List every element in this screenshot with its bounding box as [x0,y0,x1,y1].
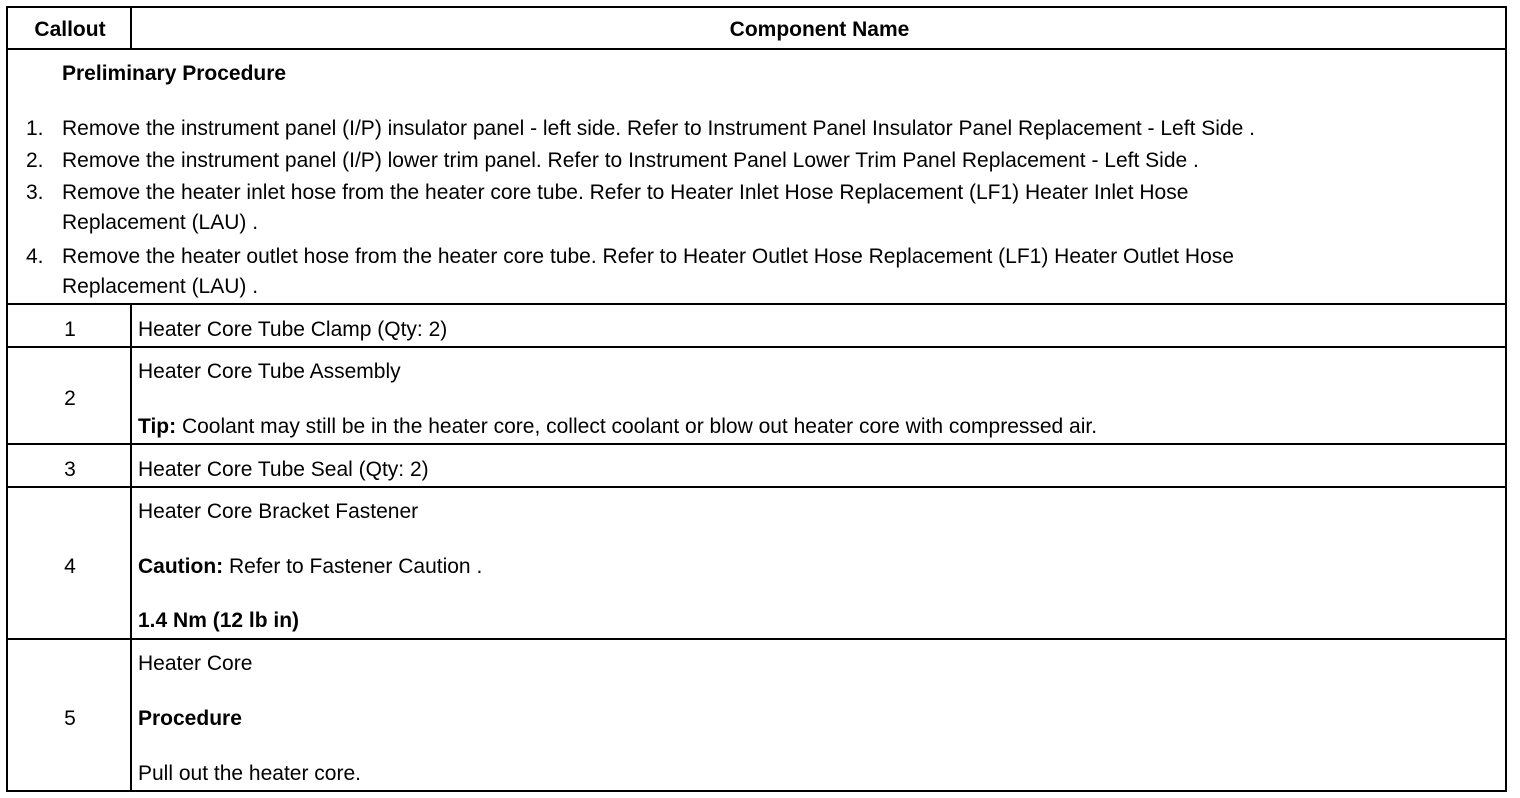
procedure-label: Procedure [138,707,242,730]
row-divider [8,443,1505,445]
step-text: Remove the instrument panel (I/P) lower trim panel. Refer to Instrument Panel Lower Trim Panel Replacement - Left Side . [62,149,1199,172]
step-text-continued: Replacement (LAU) . [62,211,259,234]
header-component-name: Component Name [729,18,910,41]
callout-number: 3 [64,458,76,481]
component-name: Heater Core Tube Clamp (Qty: 2) [138,318,448,341]
step-number: 4. [26,245,44,268]
callout-number: 4 [64,555,76,578]
component-name: Heater Core [138,652,253,675]
row-divider [8,346,1505,348]
row-divider [8,303,1505,305]
preliminary-title: Preliminary Procedure [62,62,287,85]
caution-text: Refer to Fastener Caution . [223,555,483,578]
component-name: Heater Core Tube Seal (Qty: 2) [138,458,429,481]
step-text: Remove the heater outlet hose from the heater core tube. Refer to Heater Outlet Hose Replacement (LF1) Heater Outlet Hose [62,245,1234,268]
callout-number: 1 [64,318,76,341]
header-divider [8,48,1505,50]
callout-number: 2 [64,387,76,410]
row-divider [8,638,1505,640]
row-divider [8,486,1505,488]
callout-number: 5 [64,707,76,730]
step-number: 1. [26,117,44,140]
step-text: Remove the instrument panel (I/P) insulator panel - left side. Refer to Instrument Panel Insulator Panel Replacement - Left Side . [62,117,1255,140]
step-number: 2. [26,149,44,172]
component-table [6,6,1507,792]
step-number: 3. [26,181,44,204]
procedure-text: Pull out the heater core. [138,762,361,785]
component-name: Heater Core Bracket Fastener [138,500,419,523]
tip-note [138,416,1097,437]
tip-label: Tip: [138,415,177,438]
component-name: Heater Core Tube Assembly [138,360,401,383]
step-text-continued: Replacement (LAU) . [62,275,259,298]
step-text: Remove the heater inlet hose from the heater core tube. Refer to Heater Inlet Hose Replacement (LF1) Heater Inlet Hose [62,181,1189,204]
header-callout: Callout [34,18,106,41]
tip-text: Coolant may still be in the heater core, collect coolant or blow out heater core with compressed air. [176,415,1098,438]
caution-label: Caution: [138,555,224,578]
caution-note [138,556,482,577]
torque-spec: 1.4 Nm (12 lb in) [138,609,300,632]
